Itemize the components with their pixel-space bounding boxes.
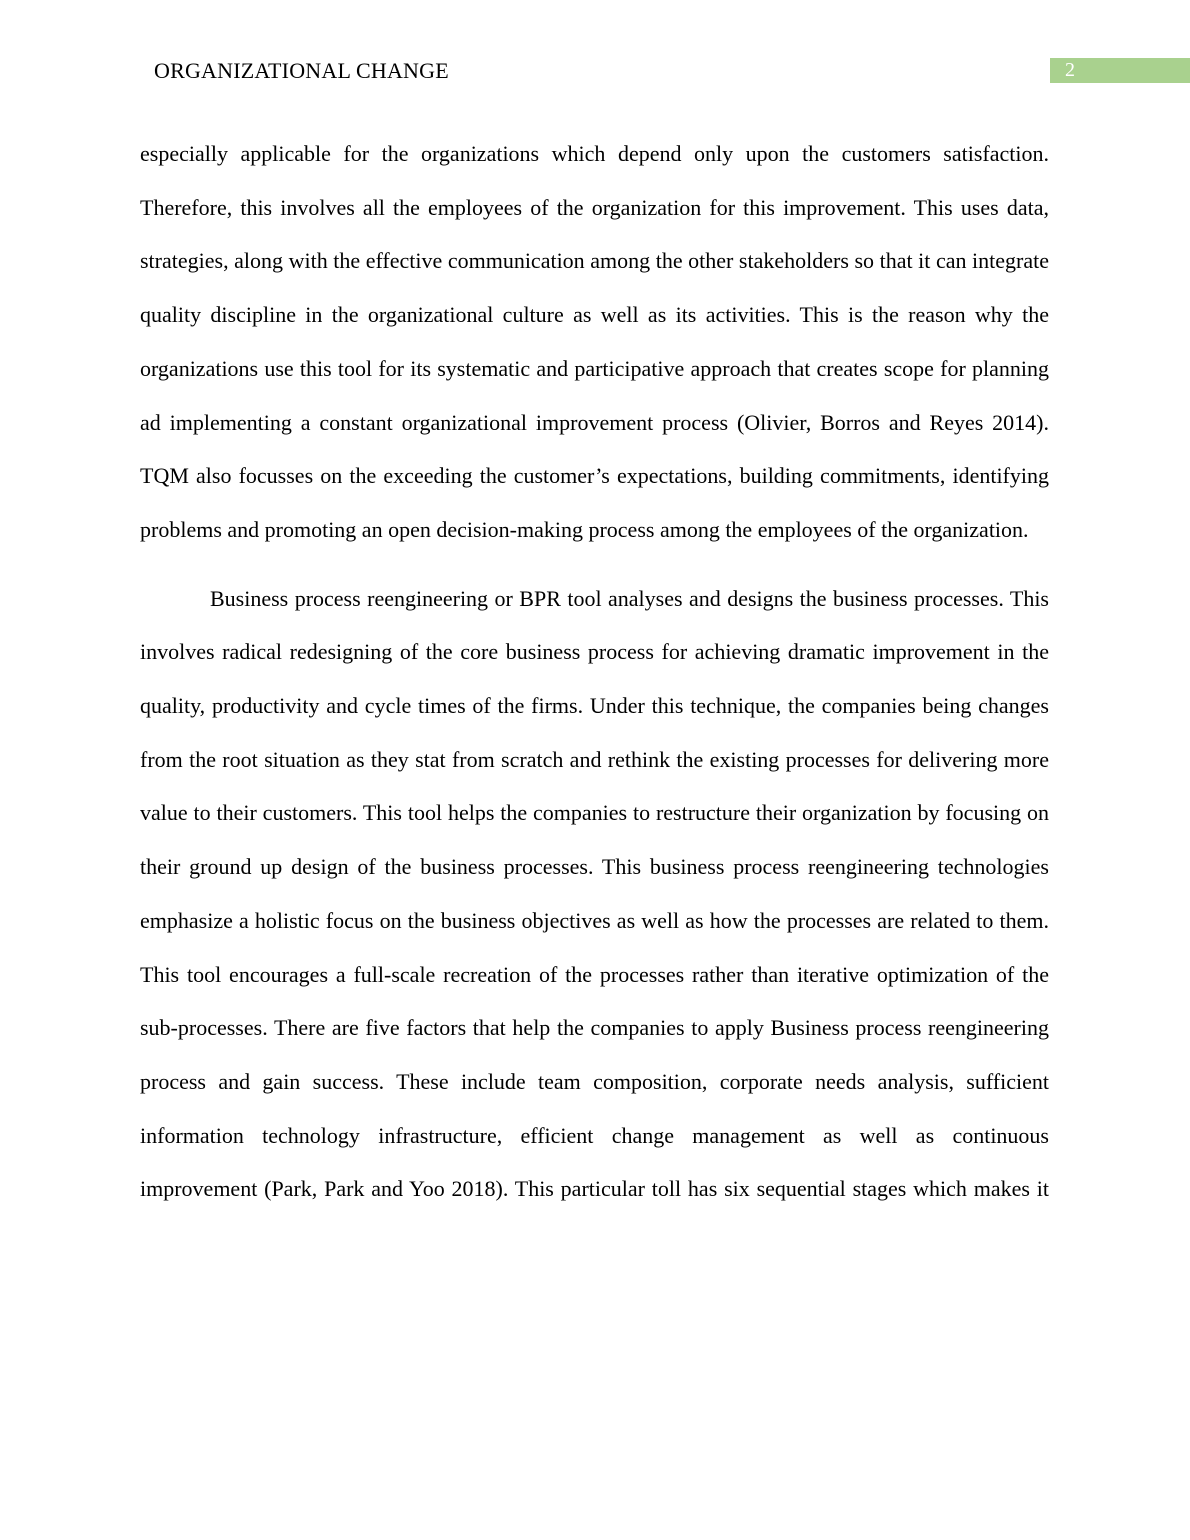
- page-number-badge: [1050, 58, 1190, 83]
- paragraph-tqm-continuation: especially applicable for the organizations which depend only upon the customers satisfaction. Therefore, this involves all the employees of the organization for this improvement. This uses data, strategies, along with the effective communication among the other stakeholders so that it can integrate quality discipline in the organizational culture as well as its activities. This is the reason why the organizations use this tool for its systematic and participative approach that creates scope for planning ad implementing a constant organizational improvement process (Olivier, Borros and Reyes 2014). TQM also focusses on the exceeding the customer’s expectations, building commitments, identifying problems and promoting an open decision-making process among the employees of the organization.: [140, 141, 1049, 542]
- document-body: [140, 127, 1049, 1216]
- paragraph-bpr: Business process reengineering or BPR tool analyses and designs the business processes. This involves radical redesigning of the core business process for achieving dramatic improvement in the quality, productivity and cycle times of the firms. Under this technique, the companies being changes from the root situation as they stat from scratch and rethink the existing processes for delivering more value to their customers. This tool helps the companies to restructure their organization by focusing on their ground up design of the business processes. This business process reengineering technologies emphasize a holistic focus on the business objectives as well as how the processes are related to them. This tool encourages a full-scale recreation of the processes rather than iterative optimization of the sub-processes. There are five factors that help the companies to apply Business process reengineering process and gain success. These include team composition, corporate needs analysis, sufficient information technology infrastructure, efficient change management as well as continuous improvement (Park, Park and Yoo 2018). This particular toll has six sequential stages which makes it: [140, 585, 1049, 1202]
- running-head: ORGANIZATIONAL CHANGE: [154, 58, 449, 83]
- page-number: 2: [1065, 59, 1075, 81]
